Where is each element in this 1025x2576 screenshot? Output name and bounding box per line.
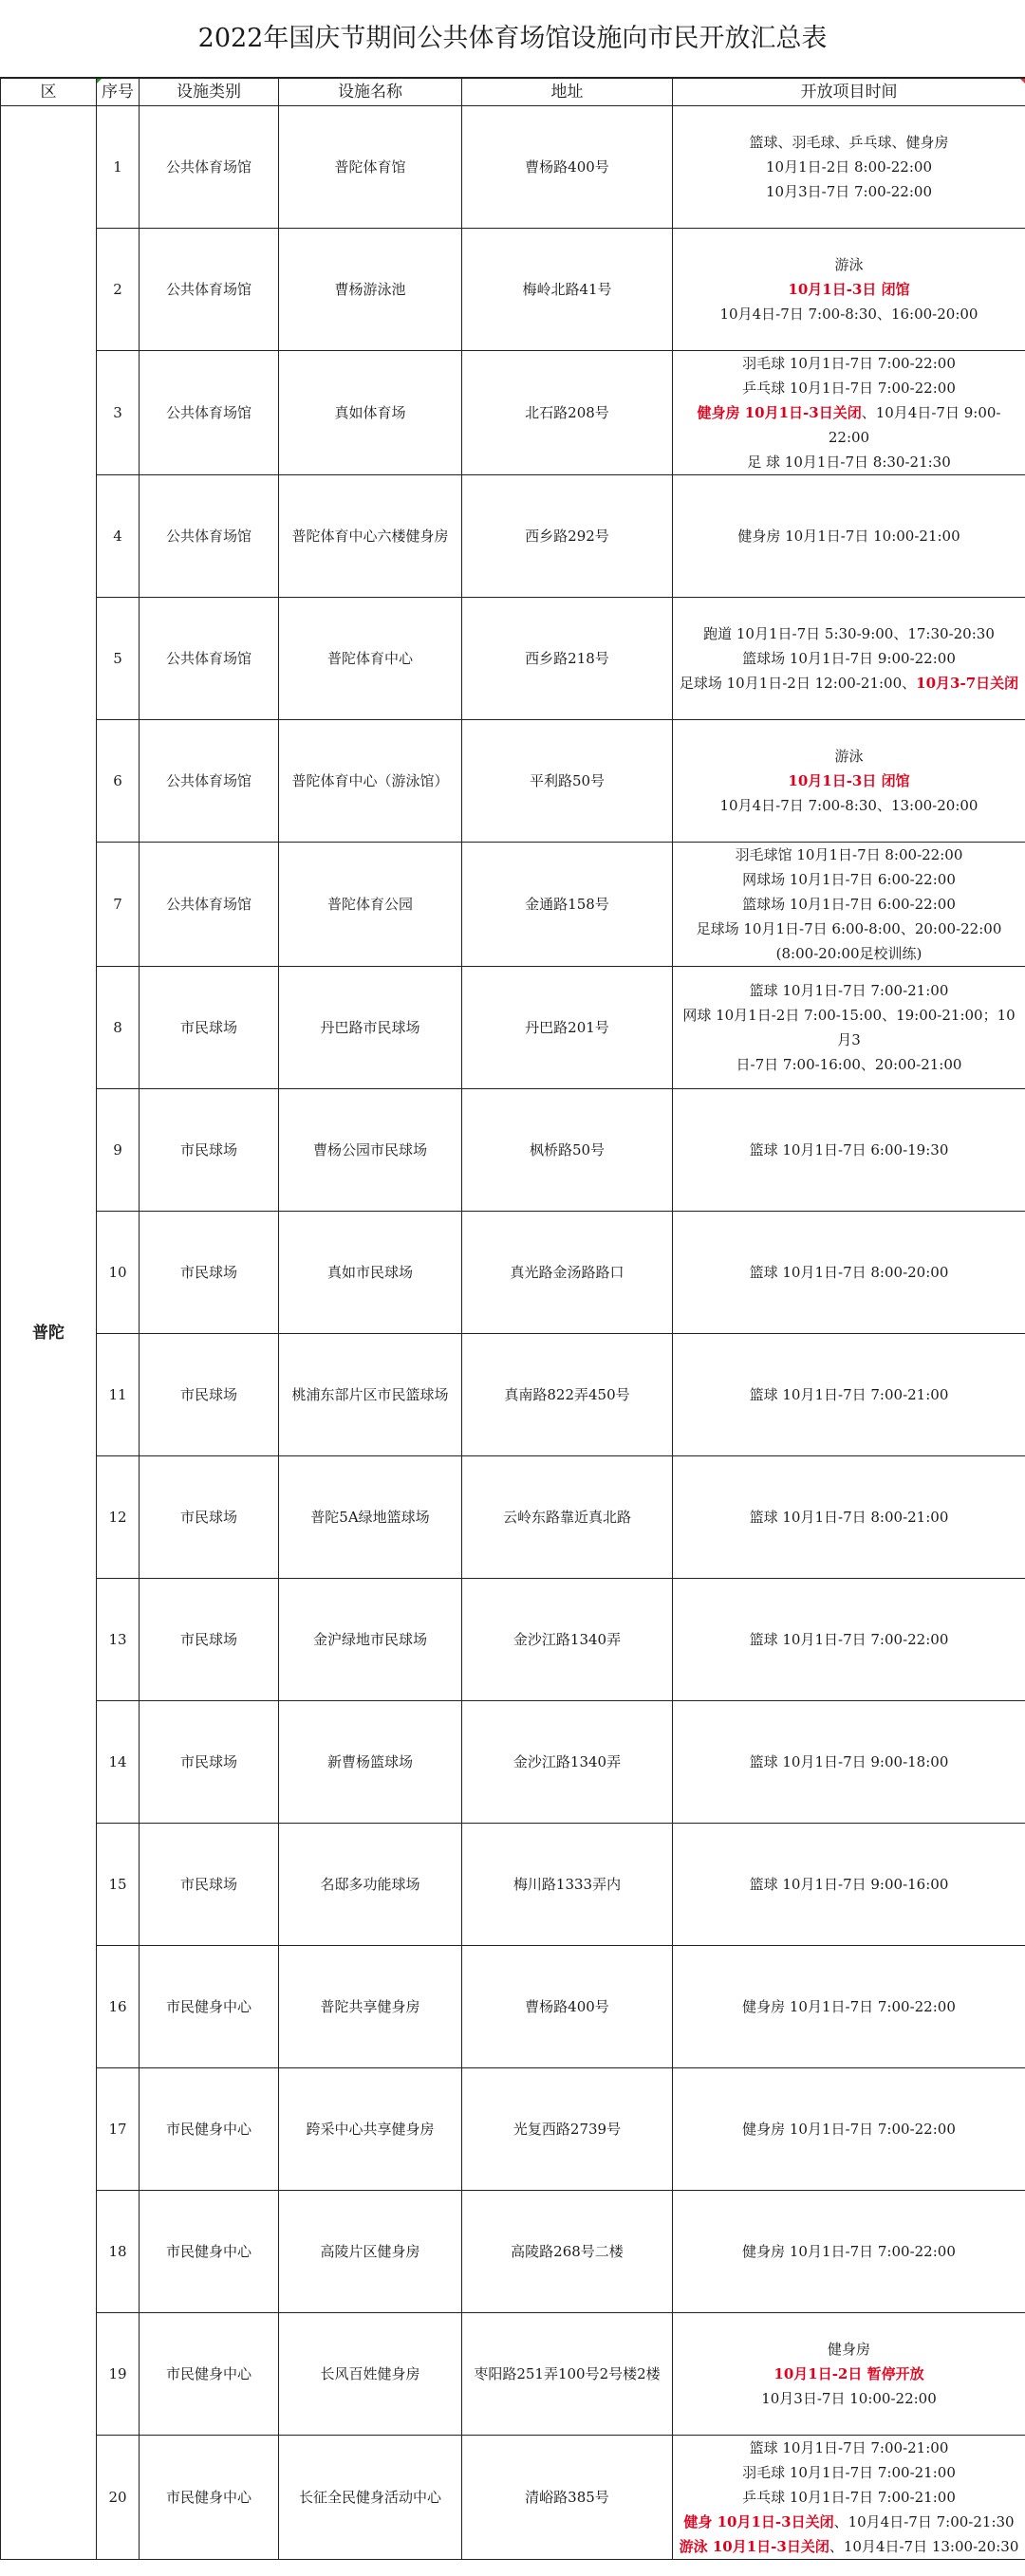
hours-text: 羽毛球 10月1日-7日 7:00-21:00 xyxy=(742,2464,956,2481)
address-cell: 光复西路2739号 xyxy=(462,2068,673,2191)
hours-text: 10月1日-2日 8:00-22:00 xyxy=(766,158,932,176)
table-row xyxy=(1,1212,1025,1334)
facility-name-cell: 曹杨公园市民球场 xyxy=(279,1089,462,1212)
hours-cell xyxy=(673,1334,1025,1456)
hours-closure-text: 健身房 10月1日-3日关闭 xyxy=(697,404,862,421)
table-row xyxy=(1,475,1025,598)
hours-line xyxy=(677,1505,1021,1529)
hours-line xyxy=(677,2510,1021,2534)
address-cell: 金沙江路1340弄 xyxy=(462,1579,673,1701)
hours-cell xyxy=(673,475,1025,598)
hours-line xyxy=(677,1872,1021,1897)
hours-line xyxy=(677,2117,1021,2141)
hours-line xyxy=(677,843,1021,867)
facility-name-cell: 高陵片区健身房 xyxy=(279,2191,462,2313)
category-cell: 公共体育场馆 xyxy=(140,843,279,967)
hours-closure-text: 游泳 10月1日-3日关闭 xyxy=(679,2538,829,2555)
header-district: 区 xyxy=(1,79,97,106)
category-cell: 公共体育场馆 xyxy=(140,106,279,229)
address-cell: 清峪路385号 xyxy=(462,2436,673,2560)
hours-line xyxy=(677,376,1021,400)
row-number-cell: 16 xyxy=(97,1946,140,2068)
hours-line xyxy=(677,2362,1021,2386)
category-cell: 市民健身中心 xyxy=(140,2191,279,2313)
hours-text: 、10月4日-7日 13:00-20:30 xyxy=(829,2538,1019,2555)
hours-text: 日-7日 7:00-16:00、20:00-21:00 xyxy=(736,1056,962,1073)
address-cell: 枣阳路251弄100号2号楼2楼 xyxy=(462,2313,673,2436)
hours-text: 篮球 10月1日-7日 8:00-20:00 xyxy=(749,1264,949,1281)
hours-text: 网球 10月1日-2日 7:00-15:00、19:00-21:00；10月3 xyxy=(682,1007,1016,1048)
address-cell: 北石路208号 xyxy=(462,351,673,475)
table-row xyxy=(1,598,1025,720)
row-number-cell: 15 xyxy=(97,1824,140,1946)
category-cell: 市民球场 xyxy=(140,1701,279,1824)
hours-closure-text: 10月3-7日关闭 xyxy=(916,675,1019,692)
hours-line xyxy=(677,978,1021,1003)
hours-text: 羽毛球馆 10月1日-7日 8:00-22:00 xyxy=(735,846,963,863)
hours-text: 健身房 10月1日-7日 7:00-22:00 xyxy=(742,1998,956,2015)
row-number-cell: 18 xyxy=(97,2191,140,2313)
category-cell: 市民球场 xyxy=(140,1456,279,1579)
table-row xyxy=(1,967,1025,1089)
hours-line xyxy=(677,941,1021,966)
hours-text: 健身房 10月1日-7日 10:00-21:00 xyxy=(737,528,960,545)
table-row xyxy=(1,1456,1025,1579)
address-cell: 梅川路1333弄内 xyxy=(462,1824,673,1946)
hours-line xyxy=(677,2485,1021,2510)
hours-line xyxy=(677,2239,1021,2264)
page-title: 2022年国庆节期间公共体育场馆设施向市民开放汇总表 xyxy=(0,0,1025,78)
hours-cell xyxy=(673,1579,1025,1701)
facility-name-cell: 普陀5A绿地篮球场 xyxy=(279,1456,462,1579)
row-number-cell: 4 xyxy=(97,475,140,598)
hours-text: 10月4日-7日 7:00-8:30、16:00-20:00 xyxy=(719,306,978,323)
hours-text: 、10月4日-7日 7:00-21:30 xyxy=(833,2513,1015,2530)
category-cell: 市民球场 xyxy=(140,1824,279,1946)
category-cell: 市民球场 xyxy=(140,1089,279,1212)
row-number-cell: 3 xyxy=(97,351,140,475)
facility-table xyxy=(0,78,1025,2560)
hours-text: 乒乓球 10月1日-7日 7:00-21:00 xyxy=(742,2489,956,2506)
hours-line xyxy=(677,671,1021,695)
row-number-cell: 17 xyxy=(97,2068,140,2191)
category-cell: 公共体育场馆 xyxy=(140,475,279,598)
address-cell: 西乡路218号 xyxy=(462,598,673,720)
row-number-cell: 7 xyxy=(97,843,140,967)
hours-cell xyxy=(673,967,1025,1089)
hours-line xyxy=(677,2337,1021,2362)
hours-line xyxy=(677,892,1021,917)
hours-text: 10月3日-7日 7:00-22:00 xyxy=(766,183,932,200)
table-row xyxy=(1,2191,1025,2313)
hours-line xyxy=(677,400,1021,450)
hours-line xyxy=(677,744,1021,769)
hours-line xyxy=(677,867,1021,892)
hours-cell xyxy=(673,2068,1025,2191)
row-number-cell: 5 xyxy=(97,598,140,720)
table-row xyxy=(1,229,1025,351)
category-cell: 市民球场 xyxy=(140,1579,279,1701)
table-row xyxy=(1,1579,1025,1701)
hours-closure-text: 10月1日-3日 闭馆 xyxy=(788,772,910,789)
address-cell: 真光路金汤路路口 xyxy=(462,1212,673,1334)
hours-line xyxy=(677,130,1021,155)
hours-line xyxy=(677,1382,1021,1407)
header-no: 序号 xyxy=(97,79,140,106)
table-row xyxy=(1,2068,1025,2191)
facility-name-cell: 普陀体育中心六楼健身房 xyxy=(279,475,462,598)
category-cell: 公共体育场馆 xyxy=(140,351,279,475)
hours-line xyxy=(677,1994,1021,2019)
hours-line xyxy=(677,769,1021,793)
hours-line xyxy=(677,1750,1021,1774)
hours-text: 跑道 10月1日-7日 5:30-9:00、17:30-20:30 xyxy=(703,625,995,642)
hours-line xyxy=(677,621,1021,646)
hours-cell xyxy=(673,2436,1025,2560)
hours-text: 、10月4日-7日 9:00-22:00 xyxy=(828,404,1001,446)
hours-line xyxy=(677,155,1021,179)
hours-text: 篮球 10月1日-7日 7:00-21:00 xyxy=(749,2439,949,2456)
hours-line xyxy=(677,450,1021,474)
category-cell: 市民健身中心 xyxy=(140,2313,279,2436)
hours-line xyxy=(677,351,1021,376)
hours-line xyxy=(677,252,1021,277)
hours-text: 篮球 10月1日-7日 6:00-19:30 xyxy=(749,1141,949,1158)
table-row xyxy=(1,1089,1025,1212)
category-cell: 公共体育场馆 xyxy=(140,229,279,351)
hours-text: 健身房 xyxy=(827,2341,870,2358)
hours-text: 乒乓球 10月1日-7日 7:00-22:00 xyxy=(742,380,956,397)
facility-name-cell: 长风百姓健身房 xyxy=(279,2313,462,2436)
hours-line xyxy=(677,2386,1021,2411)
hours-text: 篮球 10月1日-7日 8:00-21:00 xyxy=(749,1509,949,1526)
hours-text: 健身房 10月1日-7日 7:00-22:00 xyxy=(742,2121,956,2138)
hours-line xyxy=(677,793,1021,818)
row-number-cell: 14 xyxy=(97,1701,140,1824)
hours-line xyxy=(677,1138,1021,1162)
address-cell: 高陵路268号二楼 xyxy=(462,2191,673,2313)
category-cell: 公共体育场馆 xyxy=(140,598,279,720)
hours-cell xyxy=(673,106,1025,229)
row-number-cell: 12 xyxy=(97,1456,140,1579)
facility-name-cell: 普陀共享健身房 xyxy=(279,1946,462,2068)
hours-text: (8:00-20:00足校训练) xyxy=(775,945,922,962)
hours-cell xyxy=(673,1946,1025,2068)
category-cell: 市民球场 xyxy=(140,967,279,1089)
hours-text: 10月3日-7日 10:00-22:00 xyxy=(761,2390,937,2407)
facility-name-cell: 丹巴路市民球场 xyxy=(279,967,462,1089)
address-cell: 丹巴路201号 xyxy=(462,967,673,1089)
hours-line xyxy=(677,524,1021,548)
table-row xyxy=(1,1946,1025,2068)
row-number-cell: 10 xyxy=(97,1212,140,1334)
facility-name-cell: 普陀体育中心 xyxy=(279,598,462,720)
row-number-cell: 13 xyxy=(97,1579,140,1701)
hours-text: 篮球 10月1日-7日 7:00-22:00 xyxy=(749,1631,949,1648)
hours-text: 游泳 xyxy=(834,748,864,765)
row-number-cell: 9 xyxy=(97,1089,140,1212)
hours-cell xyxy=(673,1089,1025,1212)
hours-text: 篮球、羽毛球、乒乓球、健身房 xyxy=(749,134,949,151)
facility-name-cell: 真如市民球场 xyxy=(279,1212,462,1334)
header-address: 地址 xyxy=(462,79,673,106)
hours-cell xyxy=(673,351,1025,475)
row-number-cell: 1 xyxy=(97,106,140,229)
hours-line xyxy=(677,2460,1021,2485)
hours-cell xyxy=(673,843,1025,967)
category-cell: 市民健身中心 xyxy=(140,1946,279,2068)
hours-cell xyxy=(673,1701,1025,1824)
table-row xyxy=(1,1824,1025,1946)
hours-text: 羽毛球 10月1日-7日 7:00-22:00 xyxy=(742,355,956,372)
row-number-cell: 19 xyxy=(97,2313,140,2436)
address-cell: 云岭东路靠近真北路 xyxy=(462,1456,673,1579)
header-hours: 开放项目时间 xyxy=(673,79,1025,106)
address-cell: 金通路158号 xyxy=(462,843,673,967)
hours-line xyxy=(677,277,1021,302)
category-cell: 市民健身中心 xyxy=(140,2068,279,2191)
facility-name-cell: 真如体育场 xyxy=(279,351,462,475)
hours-cell xyxy=(673,1456,1025,1579)
address-cell: 真南路822弄450号 xyxy=(462,1334,673,1456)
hours-text: 篮球 10月1日-7日 9:00-18:00 xyxy=(749,1753,949,1770)
hours-cell xyxy=(673,229,1025,351)
hours-closure-text: 10月1日-3日 闭馆 xyxy=(788,281,910,298)
facility-name-cell: 新曹杨篮球场 xyxy=(279,1701,462,1824)
table-row xyxy=(1,1701,1025,1824)
category-cell: 市民球场 xyxy=(140,1334,279,1456)
hours-text: 游泳 xyxy=(834,256,864,273)
category-cell: 市民球场 xyxy=(140,1212,279,1334)
table-row xyxy=(1,843,1025,967)
hours-line xyxy=(677,2534,1021,2559)
hours-cell xyxy=(673,2313,1025,2436)
hours-line xyxy=(677,1260,1021,1285)
hours-line xyxy=(677,917,1021,941)
facility-name-cell: 普陀体育中心（游泳馆） xyxy=(279,720,462,843)
row-number-cell: 20 xyxy=(97,2436,140,2560)
hours-text: 10月4日-7日 7:00-8:30、13:00-20:00 xyxy=(719,797,978,814)
hours-line xyxy=(677,1003,1021,1052)
address-cell: 曹杨路400号 xyxy=(462,106,673,229)
hours-closure-text: 10月1日-2日 暂停开放 xyxy=(773,2365,924,2382)
row-number-cell: 11 xyxy=(97,1334,140,1456)
row-number-cell: 2 xyxy=(97,229,140,351)
hours-text: 篮球 10月1日-7日 9:00-16:00 xyxy=(749,1876,949,1893)
hours-cell xyxy=(673,1824,1025,1946)
table-row xyxy=(1,2436,1025,2560)
address-cell: 曹杨路400号 xyxy=(462,1946,673,2068)
district-cell: 普陀 xyxy=(1,106,97,2560)
hours-cell xyxy=(673,598,1025,720)
hours-line xyxy=(677,1052,1021,1077)
hours-cell xyxy=(673,2191,1025,2313)
facility-name-cell: 普陀体育馆 xyxy=(279,106,462,229)
row-number-cell: 6 xyxy=(97,720,140,843)
hours-text: 篮球场 10月1日-7日 9:00-22:00 xyxy=(742,650,956,667)
facility-name-cell: 曹杨游泳池 xyxy=(279,229,462,351)
facility-name-cell: 名邸多功能球场 xyxy=(279,1824,462,1946)
address-cell: 枫桥路50号 xyxy=(462,1089,673,1212)
header-name: 设施名称 xyxy=(279,79,462,106)
header-category: 设施类别 xyxy=(140,79,279,106)
hours-text: 篮球场 10月1日-7日 6:00-22:00 xyxy=(742,896,956,913)
hours-text: 足球场 10月1日-7日 6:00-8:00、20:00-22:00 xyxy=(696,920,1002,937)
hours-closure-text: 健身 10月1日-3日关闭 xyxy=(683,2513,834,2530)
hours-cell xyxy=(673,720,1025,843)
table-row xyxy=(1,351,1025,475)
hours-text: 健身房 10月1日-7日 7:00-22:00 xyxy=(742,2243,956,2260)
header-row xyxy=(1,79,1025,106)
hours-text: 篮球 10月1日-7日 7:00-21:00 xyxy=(749,982,949,999)
table-row xyxy=(1,1334,1025,1456)
address-cell: 西乡路292号 xyxy=(462,475,673,598)
hours-text: 足球场 10月1日-2日 12:00-21:00、 xyxy=(679,675,917,692)
category-cell: 公共体育场馆 xyxy=(140,720,279,843)
table-row xyxy=(1,720,1025,843)
table-row xyxy=(1,2313,1025,2436)
hours-text: 足 球 10月1日-7日 8:30-21:30 xyxy=(747,454,951,471)
row-number-cell: 8 xyxy=(97,967,140,1089)
address-cell: 梅岭北路41号 xyxy=(462,229,673,351)
hours-line xyxy=(677,1627,1021,1652)
hours-line xyxy=(677,179,1021,204)
hours-text: 网球场 10月1日-7日 6:00-22:00 xyxy=(742,871,956,888)
address-cell: 平利路50号 xyxy=(462,720,673,843)
address-cell: 金沙江路1340弄 xyxy=(462,1701,673,1824)
category-cell: 市民健身中心 xyxy=(140,2436,279,2560)
facility-name-cell: 长征全民健身活动中心 xyxy=(279,2436,462,2560)
hours-line xyxy=(677,646,1021,671)
hours-cell xyxy=(673,1212,1025,1334)
hours-line xyxy=(677,302,1021,326)
facility-name-cell: 桃浦东部片区市民篮球场 xyxy=(279,1334,462,1456)
facility-name-cell: 金沪绿地市民球场 xyxy=(279,1579,462,1701)
table-row xyxy=(1,106,1025,229)
facility-name-cell: 普陀体育公园 xyxy=(279,843,462,967)
hours-line xyxy=(677,2436,1021,2460)
hours-text: 篮球 10月1日-7日 7:00-21:00 xyxy=(749,1386,949,1403)
facility-name-cell: 跨采中心共享健身房 xyxy=(279,2068,462,2191)
